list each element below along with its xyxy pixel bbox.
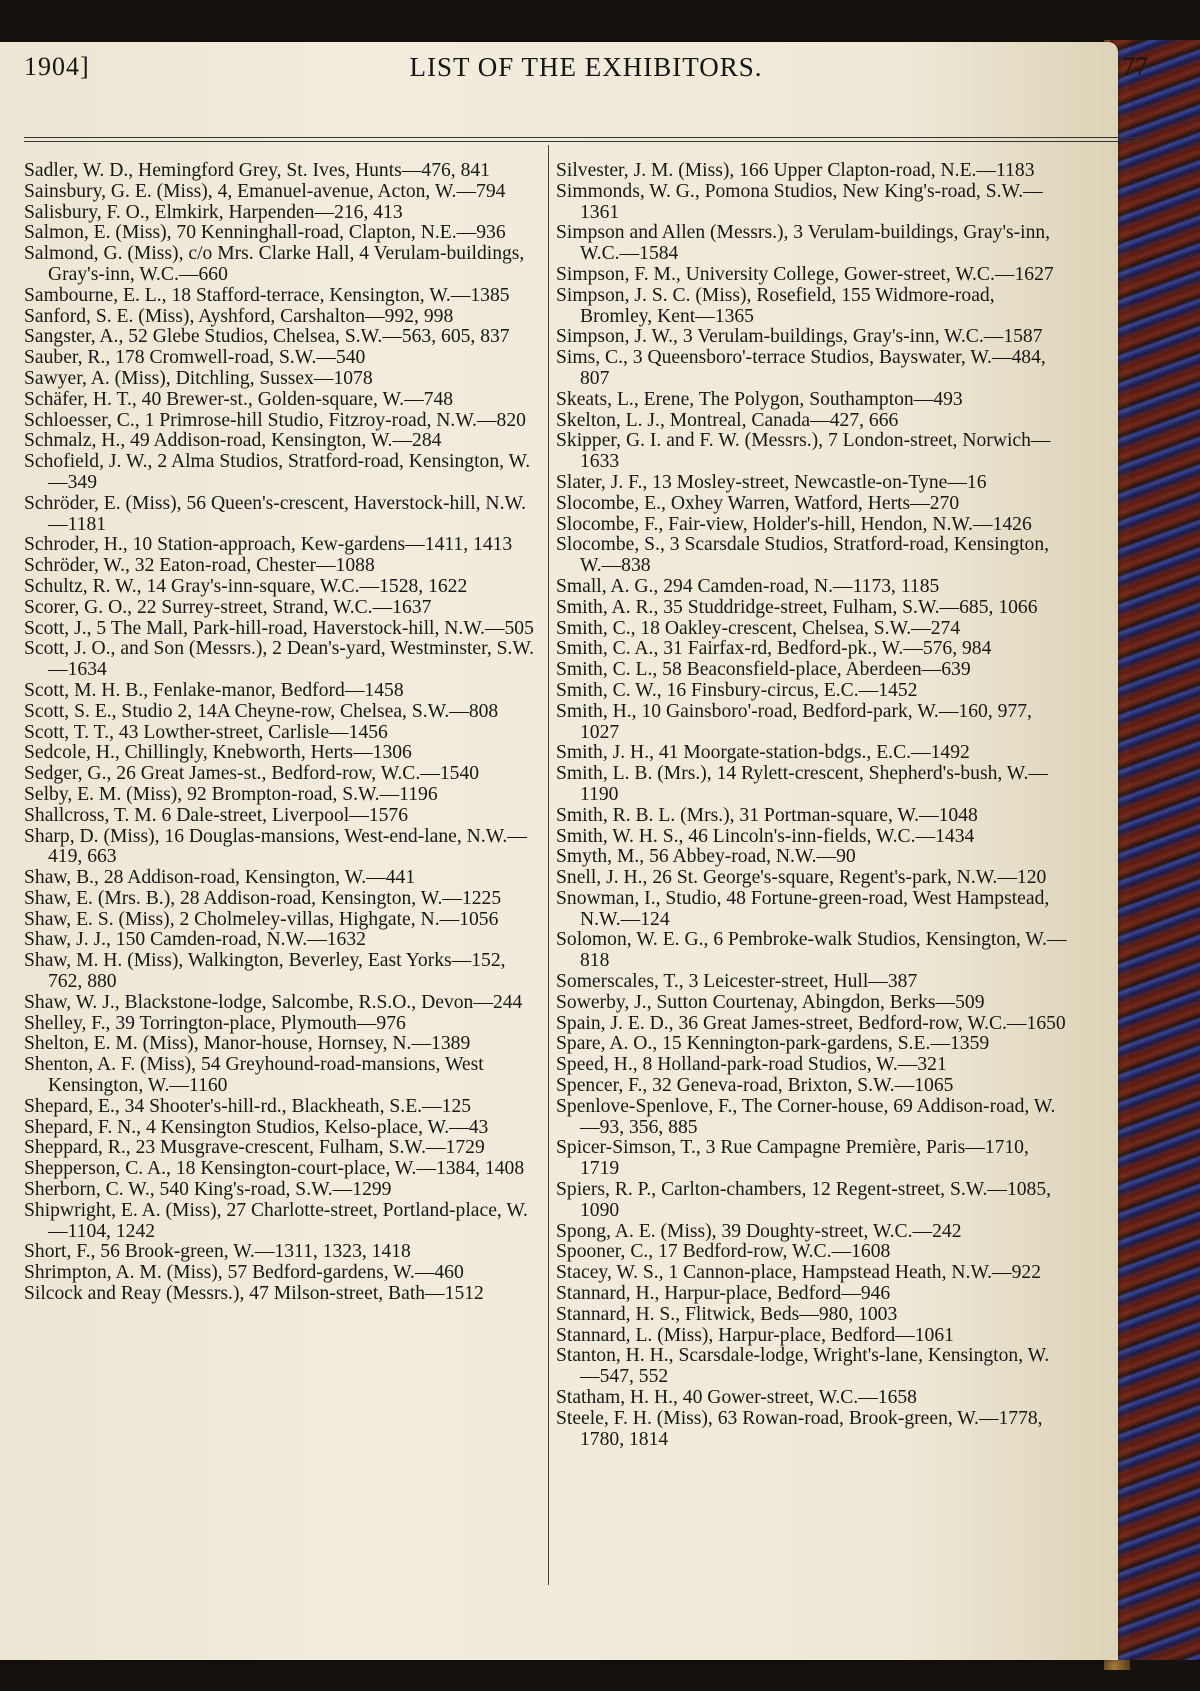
exhibitor-entry: Slocombe, E., Oxhey Warren, Watford, Herts—270 — [556, 492, 960, 514]
exhibitor-entry: Scott, S. E., Studio 2, 14A Cheyne-row, Chelsea, S.W.—808 — [24, 700, 499, 722]
exhibitor-entry: Silcock and Reay (Messrs.), 47 Milson-street, Bath—1512 — [24, 1283, 484, 1305]
exhibitor-entry: Smith, A. R., 35 Studdridge-street, Fulham, S.W.—685, 1066 — [556, 596, 1038, 618]
exhibitor-entry: Scott, T. T., 43 Lowther-street, Carlisle—1456 — [24, 721, 388, 743]
exhibitor-entry: Scorer, G. O., 22 Surrey-street, Strand, W.C.—1637 — [24, 596, 432, 618]
exhibitor-entry: Statham, H. H., 40 Gower-street, W.C.—1658 — [556, 1387, 917, 1409]
exhibitor-entry: Stannard, L. (Miss), Harpur-place, Bedford—1061 — [556, 1324, 954, 1346]
page-header — [24, 52, 1148, 92]
exhibitor-entry: Smith, J. H., 41 Moorgate-station-bdgs., E.C.—1492 — [556, 742, 970, 764]
exhibitor-entry: Scott, J. O., and Son (Messrs.), 2 Dean's-yard, Westminster, S.W.—1634 — [24, 638, 535, 681]
exhibitor-entry: Silvester, J. M. (Miss), 166 Upper Clapton-road, N.E.—1183 — [556, 160, 1035, 181]
exhibitor-entry: Stannard, H. S., Flitwick, Beds—980, 1003 — [556, 1303, 898, 1325]
exhibitor-entry: Sedger, G., 26 Great James-st., Bedford-row, W.C.—1540 — [24, 763, 480, 785]
exhibitor-entry: Sauber, R., 178 Cromwell-road, S.W.—540 — [24, 347, 366, 369]
exhibitor-entry: Shepard, F. N., 4 Kensington Studios, Kelso-place, W.—43 — [24, 1116, 489, 1138]
left-column — [24, 161, 536, 1305]
exhibitor-entry: Schofield, J. W., 2 Alma Studios, Stratford-road, Kensington, W.—349 — [24, 451, 531, 493]
exhibitor-entry: Shaw, J. J., 150 Camden-road, N.W.—1632 — [24, 929, 366, 951]
exhibitor-entry: Snell, J. H., 26 St. George's-square, Regent's-park, N.W.—120 — [556, 867, 1047, 889]
exhibitor-entry: Slocombe, F., Fair-view, Holder's-hill, Hendon, N.W.—1426 — [556, 513, 1032, 535]
exhibitor-entry: Shaw, E. S. (Miss), 2 Cholmeley-villas, Highgate, N.—1056 — [24, 908, 499, 930]
exhibitor-entry: Slocombe, S., 3 Scarsdale Studios, Stratford-road, Kensington, W.—838 — [556, 534, 1050, 577]
marbled-endpaper — [1110, 40, 1200, 1660]
exhibitor-entry: Simpson, F. M., University College, Gower-street, W.C.—1627 — [556, 263, 1054, 285]
right-column — [556, 161, 1068, 1450]
exhibitor-entry: Schloesser, C., 1 Primrose-hill Studio, Fitzroy-road, N.W.—820 — [24, 409, 526, 431]
header-rule-secondary — [24, 141, 1150, 142]
exhibitor-entry: Simpson and Allen (Messrs.), 3 Verulam-buildings, Gray's-inn, W.C.—1584 — [556, 222, 1051, 265]
exhibitor-entry: Schröder, W., 32 Eaton-road, Chester—1088 — [24, 555, 375, 577]
exhibitor-entry: Scott, J., 5 The Mall, Park-hill-road, Haverstock-hill, N.W.—505 — [24, 617, 534, 639]
exhibitor-entry: Sedcole, H., Chillingly, Knebworth, Herts—1306 — [24, 742, 412, 764]
exhibitor-entry: Spencer, F., 32 Geneva-road, Brixton, S.W.—1065 — [556, 1075, 954, 1097]
exhibitor-entry: Shaw, W. J., Blackstone-lodge, Salcombe, R.S.O., Devon—244 — [24, 991, 523, 1013]
exhibitor-entry: Shipwright, E. A. (Miss), 27 Charlotte-street, Portland-place, W.—1104, 1242 — [24, 1199, 528, 1242]
exhibitor-entry: Stanton, H. H., Scarsdale-lodge, Wright's-lane, Kensington, W.—547, 552 — [556, 1345, 1050, 1388]
exhibitor-entry: Sherborn, C. W., 540 King's-road, S.W.—1299 — [24, 1179, 392, 1201]
exhibitor-entry: Spooner, C., 17 Bedford-row, W.C.—1608 — [556, 1241, 891, 1263]
exhibitor-entry: Skelton, L. J., Montreal, Canada—427, 666 — [556, 409, 899, 431]
exhibitor-entry: Shepard, E., 34 Shooter's-hill-rd., Blackheath, S.E.—125 — [24, 1095, 472, 1117]
exhibitor-entry: Snowman, I., Studio, 48 Fortune-green-road, West Hampstead, N.W.—124 — [556, 887, 1050, 930]
exhibitor-entry: Sainsbury, G. E. (Miss), 4, Emanuel-avenue, Acton, W.—794 — [24, 180, 506, 202]
exhibitor-entry: Salisbury, F. O., Elmkirk, Harpenden—216, 413 — [24, 201, 403, 223]
exhibitor-entry: Skipper, G. I. and F. W. (Messrs.), 7 London-street, Norwich—1633 — [556, 430, 1051, 473]
exhibitor-entry: Sadler, W. D., Hemingford Grey, St. Ives, Hunts—476, 841 — [24, 160, 490, 181]
exhibitor-entry: Shrimpton, A. M. (Miss), 57 Bedford-gardens, W.—460 — [24, 1262, 464, 1284]
exhibitor-entry: Stacey, W. S., 1 Cannon-place, Hampstead Heath, N.W.—922 — [556, 1262, 1042, 1284]
exhibitor-entry: Steele, F. H. (Miss), 63 Rowan-road, Brook-green, W.—1778, 1780, 1814 — [556, 1407, 1043, 1450]
exhibitor-entry: Shelley, F., 39 Torrington-place, Plymouth—976 — [24, 1012, 406, 1034]
exhibitor-entry: Small, A. G., 294 Camden-road, N.—1173, 1185 — [556, 575, 940, 597]
exhibitor-entry: Salmond, G. (Miss), c/o Mrs. Clarke Hall, 4 Verulam-buildings, Gray's-inn, W.C.—660 — [24, 243, 525, 285]
exhibitor-entry: Smith, R. B. L. (Mrs.), 31 Portman-square, W.—1048 — [556, 804, 978, 826]
exhibitor-entry: Scott, M. H. B., Fenlake-manor, Bedford—1458 — [24, 679, 404, 701]
exhibitor-entry: Sowerby, J., Sutton Courtenay, Abingdon, Berks—509 — [556, 991, 985, 1013]
exhibitor-entry: Shaw, B., 28 Addison-road, Kensington, W.—441 — [24, 867, 416, 889]
page-number: 77 — [1122, 52, 1148, 81]
exhibitor-entry: Skeats, L., Erene, The Polygon, Southampton—493 — [556, 388, 963, 410]
exhibitor-entry: Stannard, H., Harpur-place, Bedford—946 — [556, 1283, 891, 1305]
exhibitor-entry: Smith, W. H. S., 46 Lincoln's-inn-fields, W.C.—1434 — [556, 825, 975, 847]
exhibitor-entry: Sangster, A., 52 Glebe Studios, Chelsea, S.W.—563, 605, 837 — [24, 326, 510, 348]
exhibitor-entry: Shaw, E. (Mrs. B.), 28 Addison-road, Kensington, W.—1225 — [24, 887, 502, 909]
exhibitor-entry: Simmonds, W. G., Pomona Studios, New King's-road, S.W.—1361 — [556, 180, 1043, 223]
exhibitor-entry: Smith, C. A., 31 Fairfax-rd, Bedford-pk., W.—576, 984 — [556, 638, 992, 660]
exhibitor-entry: Spicer-Simson, T., 3 Rue Campagne Première, Paris—1710, 1719 — [556, 1137, 1029, 1180]
column-divider — [548, 145, 549, 1585]
exhibitor-entry: Shelton, E. M. (Miss), Manor-house, Hornsey, N.—1389 — [24, 1033, 471, 1055]
exhibitor-entry: Somerscales, T., 3 Leicester-street, Hull—387 — [556, 971, 918, 993]
exhibitor-entry: Short, F., 56 Brook-green, W.—1311, 1323, 1418 — [24, 1241, 411, 1263]
exhibitor-entry: Spiers, R. P., Carlton-chambers, 12 Regent-street, S.W.—1085, 1090 — [556, 1179, 1052, 1221]
exhibitor-entry: Shallcross, T. M. 6 Dale-street, Liverpool—1576 — [24, 804, 409, 826]
exhibitor-entry: Sims, C., 3 Queensboro'-terrace Studios, Bayswater, W.—484, 807 — [556, 347, 1046, 389]
exhibitor-entry: Spain, J. E. D., 36 Great James-street, Bedford-row, W.C.—1650 — [556, 1012, 1066, 1034]
exhibitor-entry: Simpson, J. S. C. (Miss), Rosefield, 155 Widmore-road, Bromley, Kent—1365 — [556, 284, 995, 327]
header-year: 1904] — [24, 52, 90, 81]
exhibitor-entry: Schmalz, H., 49 Addison-road, Kensington, W.—284 — [24, 430, 442, 452]
exhibitor-entry: Salmon, E. (Miss), 70 Kenninghall-road, Clapton, N.E.—936 — [24, 222, 506, 244]
exhibitor-entry: Solomon, W. E. G., 6 Pembroke-walk Studios, Kensington, W.—818 — [556, 929, 1067, 972]
exhibitor-entry: Schroder, H., 10 Station-approach, Kew-gardens—1411, 1413 — [24, 534, 513, 556]
page-title: LIST OF THE EXHIBITORS. — [409, 52, 763, 82]
exhibitor-entry: Smith, C., 18 Oakley-crescent, Chelsea, S.W.—274 — [556, 617, 961, 639]
exhibitor-entry: Smith, C. W., 16 Finsbury-circus, E.C.—1452 — [556, 679, 918, 701]
exhibitor-entry: Spong, A. E. (Miss), 39 Doughty-street, W.C.—242 — [556, 1220, 962, 1242]
exhibitor-entry: Sanford, S. E. (Miss), Ayshford, Carshalton—992, 998 — [24, 305, 454, 327]
exhibitor-entry: Speed, H., 8 Holland-park-road Studios, W.—321 — [556, 1054, 947, 1076]
header-rule — [24, 137, 1150, 138]
exhibitor-entry: Smyth, M., 56 Abbey-road, N.W.—90 — [556, 846, 856, 868]
exhibitor-entry: Sharp, D. (Miss), 16 Douglas-mansions, West-end-lane, N.W.—419, 663 — [24, 825, 527, 868]
exhibitor-entry: Spare, A. O., 15 Kennington-park-gardens, S.E.—1359 — [556, 1033, 990, 1055]
exhibitor-entry: Smith, C. L., 58 Beaconsfield-place, Aberdeen—639 — [556, 659, 971, 681]
exhibitor-entry: Schultz, R. W., 14 Gray's-inn-square, W.C.—1528, 1622 — [24, 575, 468, 597]
exhibitor-entry: Shepperson, C. A., 18 Kensington-court-place, W.—1384, 1408 — [24, 1158, 525, 1180]
exhibitor-entry: Spenlove-Spenlove, F., The Corner-house, 69 Addison-road, W.—93, 356, 885 — [556, 1095, 1056, 1138]
exhibitor-entry: Sambourne, E. L., 18 Stafford-terrace, Kensington, W.—1385 — [24, 284, 510, 306]
exhibitor-entry: Smith, H., 10 Gainsboro'-road, Bedford-park, W.—160, 977, 1027 — [556, 700, 1032, 743]
exhibitor-entry: Slater, J. F., 13 Mosley-street, Newcastle-on-Tyne—16 — [556, 471, 987, 493]
exhibitor-entry: Smith, L. B. (Mrs.), 14 Rylett-crescent, Shepherd's-bush, W.—1190 — [556, 763, 1048, 805]
exhibitor-entry: Schröder, E. (Miss), 56 Queen's-crescent, Haverstock-hill, N.W.—1181 — [24, 492, 527, 535]
exhibitor-entry: Sawyer, A. (Miss), Ditchling, Sussex—1078 — [24, 367, 373, 389]
exhibitor-entry: Shenton, A. F. (Miss), 54 Greyhound-road-mansions, West Kensington, W.—1160 — [24, 1054, 484, 1097]
exhibitor-entry: Sheppard, R., 23 Musgrave-crescent, Fulham, S.W.—1729 — [24, 1137, 485, 1159]
exhibitor-entry: Shaw, M. H. (Miss), Walkington, Beverley, East Yorks—152, 762, 880 — [24, 950, 506, 993]
exhibitor-entry: Selby, E. M. (Miss), 92 Brompton-road, S.W.—1196 — [24, 783, 438, 805]
exhibitor-entry: Simpson, J. W., 3 Verulam-buildings, Gray's-inn, W.C.—1587 — [556, 326, 1043, 348]
exhibitor-entry: Schäfer, H. T., 40 Brewer-st., Golden-square, W.—748 — [24, 388, 454, 410]
